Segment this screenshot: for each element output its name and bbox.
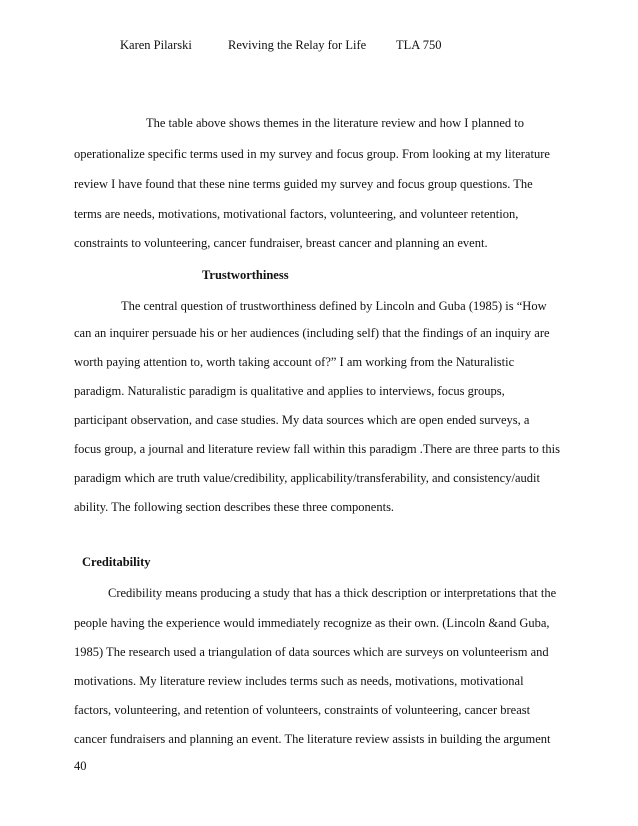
- section-heading-trustworthiness: Trustworthiness: [202, 268, 289, 282]
- paragraph-line: motivations. My literature review includes terms such as needs, motivations, motivational: [74, 674, 524, 688]
- paragraph-line: paradigm which are truth value/credibility, applicability/transferability, and consistency/audit: [74, 471, 540, 485]
- paragraph-line: worth paying attention to, worth taking account of?” I am working from the Naturalistic: [74, 355, 515, 369]
- header-title: Reviving the Relay for Life: [228, 38, 367, 52]
- paragraph-line: participant observation, and case studies. My data sources which are open ended surveys, a: [74, 413, 530, 427]
- running-header: [120, 38, 441, 53]
- paragraph-line: Credibility means producing a study that has a thick description or interpretations that the: [108, 586, 557, 600]
- paragraph-line: can an inquirer persuade his or her audiences (including self) that the findings of an inquiry are: [74, 326, 550, 340]
- paragraph-line: cancer fundraisers and planning an event. The literature review assists in building the argument: [74, 732, 551, 746]
- page-number: 40: [74, 759, 87, 773]
- header-course: TLA 750: [396, 38, 442, 52]
- paragraph-line: The table above shows themes in the literature review and how I planned to: [146, 116, 525, 130]
- paragraph-line: constraints to volunteering, cancer fundraiser, breast cancer and planning an event.: [74, 236, 488, 250]
- paragraph-line: review I have found that these nine terms guided my survey and focus group questions. The: [74, 177, 533, 191]
- paragraph-line: focus group, a journal and literature review fall within this paradigm .There are three parts to this: [74, 442, 560, 456]
- paragraph-line: factors, volunteering, and retention of volunteers, constraints of volunteering, cancer breast: [74, 703, 531, 717]
- paragraph-line: people having the experience would immediately recognize as their own. (Lincoln &and Guba,: [74, 616, 550, 630]
- paragraph-line: paradigm. Naturalistic paradigm is qualitative and applies to interviews, focus groups,: [74, 384, 505, 398]
- paragraph-line: operationalize specific terms used in my survey and focus group. From looking at my literature: [74, 147, 550, 161]
- paragraph-line: 1985) The research used a triangulation of data sources which are surveys on volunteerism and: [74, 645, 549, 659]
- header-author: Karen Pilarski: [120, 38, 192, 52]
- paragraph-line: The central question of trustworthiness defined by Lincoln and Guba (1985) is “How: [121, 299, 547, 313]
- paragraph-line: ability. The following section describes these three components.: [74, 500, 395, 514]
- section-heading-creditability: Creditability: [82, 555, 151, 569]
- paragraph-line: terms are needs, motivations, motivational factors, volunteering, and volunteer retention,: [74, 207, 519, 221]
